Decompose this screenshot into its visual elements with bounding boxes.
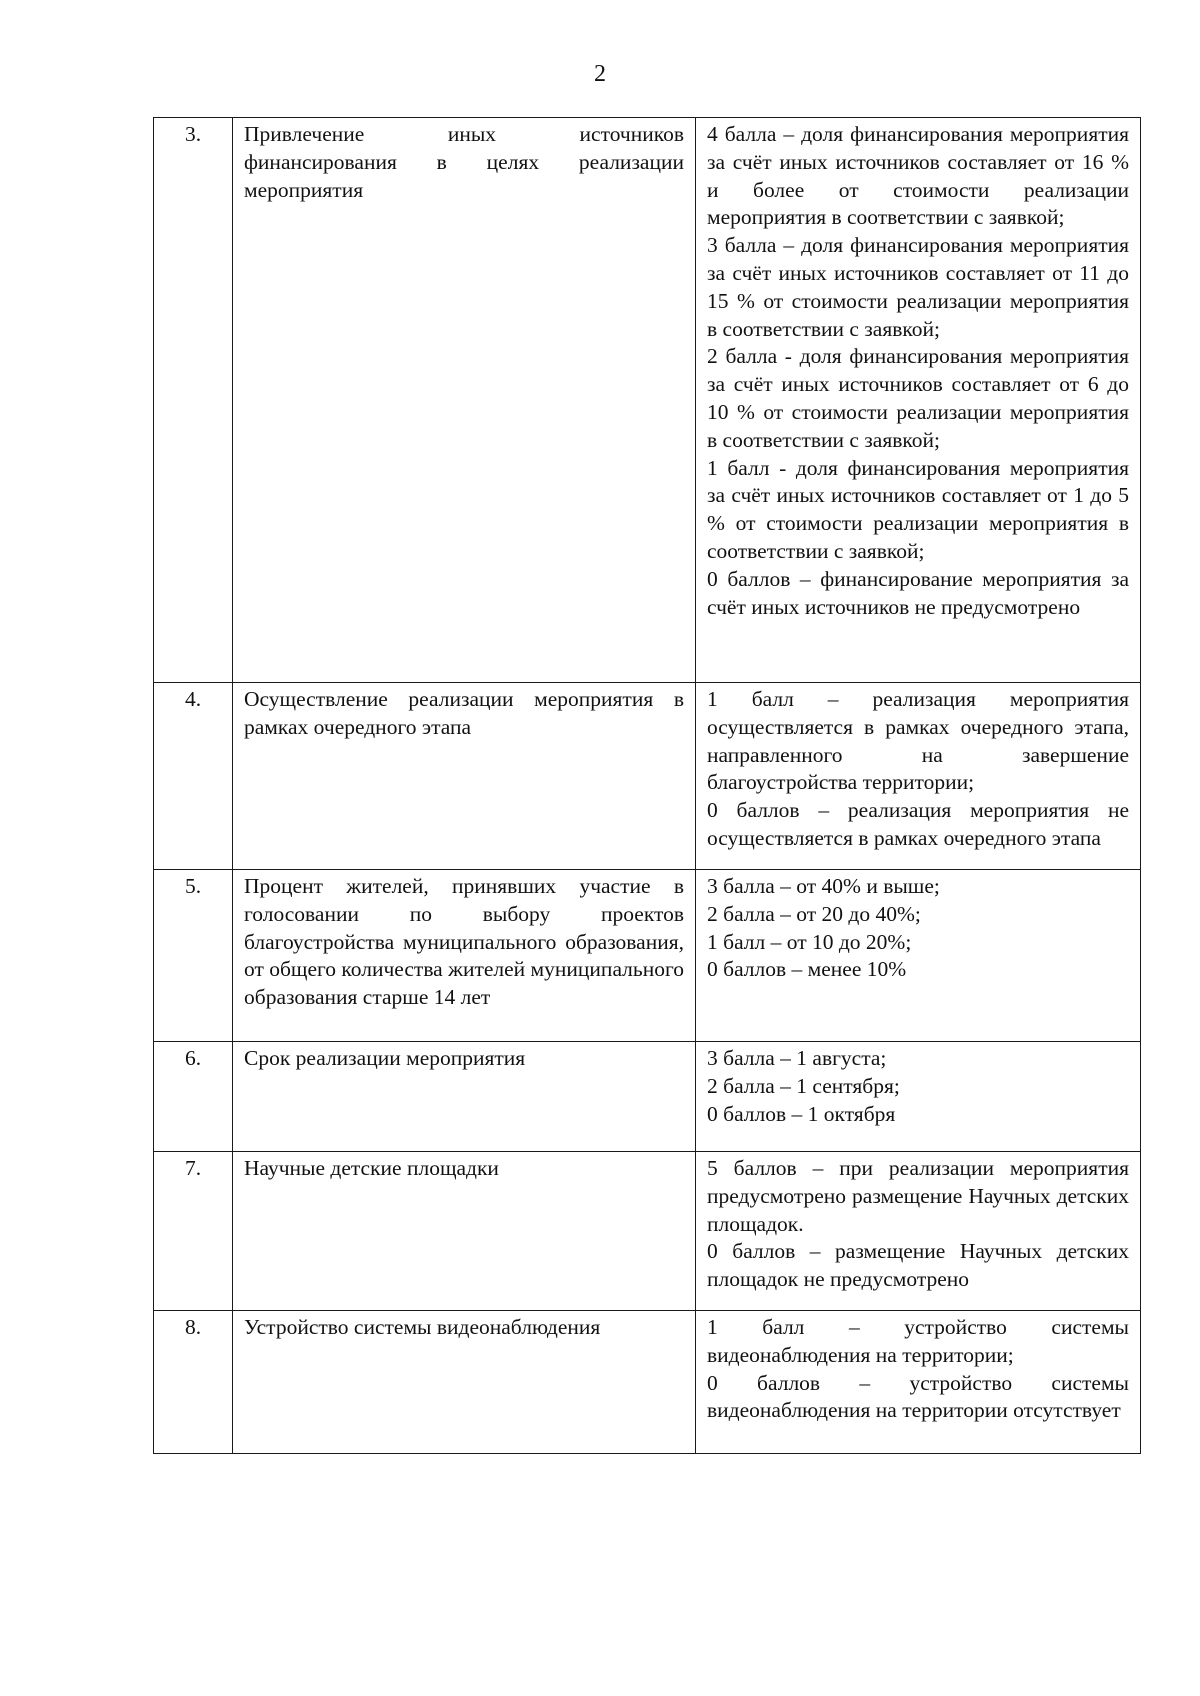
row-number: 5. [154,870,233,1042]
table-row [154,870,1141,1042]
criterion-name: Осуществление реализации мероприятия в рамках очередного этапа [233,683,696,870]
score-line: 2 балла – 1 сентября; [707,1073,900,1098]
row-number: 8. [154,1311,233,1454]
criteria-table [153,117,1141,1454]
score-line: 1 балл – от 10 до 20%; [707,929,912,954]
score-description [696,1311,1141,1454]
criterion-name: Привлечение иных источников финансирования в целях реализации мероприятия [233,118,696,683]
criterion-name: Устройство системы видеонаблюдения [233,1311,696,1454]
score-line: 3 балла – от 40% и выше; [707,874,940,898]
score-line: 3 балла – доля финансирования мероприятия за счёт иных источников составляет от 11 до 15 % от стоимости реализации мероприятия в соответствии с заявкой; [707,233,1129,341]
row-number: 6. [154,1042,233,1152]
score-line: 1 балл - доля финансирования мероприятия за счёт иных источников составляет от 1 до 5 % от стоимости реализации мероприятия в соответствии с заявкой; [707,455,1129,563]
score-description [696,118,1141,683]
criterion-name: Научные детские площадки [233,1152,696,1311]
score-line: 0 баллов – устройство системы видеонаблюдения на территории отсутствует [707,1370,1129,1423]
table-row [154,1311,1141,1454]
score-line: 2 балла - доля финансирования мероприятия за счёт иных источников составляет от 6 до 10 % от стоимости реализации мероприятия в соответствии с заявкой; [707,344,1129,452]
table-row [154,118,1141,683]
score-line: 0 баллов – реализация мероприятия не осуществляется в рамках очередного этапа [707,798,1129,850]
score-line: 1 балл – реализация мероприятия осуществляется в рамках очередного этапа, направленного на завершение благоустройства территории; [707,687,1129,795]
score-description [696,683,1141,870]
score-description [696,1042,1141,1152]
score-description [696,870,1141,1042]
score-line: 2 балла – от 20 до 40%; [707,901,921,926]
score-line: 5 баллов – при реализации мероприятия предусмотрено размещение Научных детских площадок. [707,1156,1129,1236]
score-line: 0 баллов – 1 октября [707,1101,896,1126]
table-row [154,1152,1141,1311]
criterion-name: Процент жителей, принявших участие в голосовании по выбору проектов благоустройства муниципального образования, от общего количества жителей муниципального образования старше 14 лет [233,870,696,1042]
score-line: 4 балла – доля финансирования мероприятия за счёт иных источников составляет от 16 % и более от стоимости реализации мероприятия в соответствии с заявкой; [707,122,1129,230]
row-number: 3. [154,118,233,683]
score-line: 3 балла – 1 августа; [707,1046,887,1070]
row-number: 4. [154,683,233,870]
row-number: 7. [154,1152,233,1311]
table-row [154,683,1141,870]
score-line: 0 баллов – размещение Научных детских площадок не предусмотрено [707,1239,1129,1292]
score-line: 0 баллов – менее 10% [707,957,907,982]
page-number: 2 [594,61,606,87]
criterion-name: Срок реализации мероприятия [233,1042,696,1152]
score-description [696,1152,1141,1311]
table-row [154,1042,1141,1152]
score-line: 1 балл – устройство системы видеонаблюдения на территории; [707,1315,1129,1367]
score-line: 0 баллов – финансирование мероприятия за счёт иных источников не предусмотрено [707,566,1129,619]
